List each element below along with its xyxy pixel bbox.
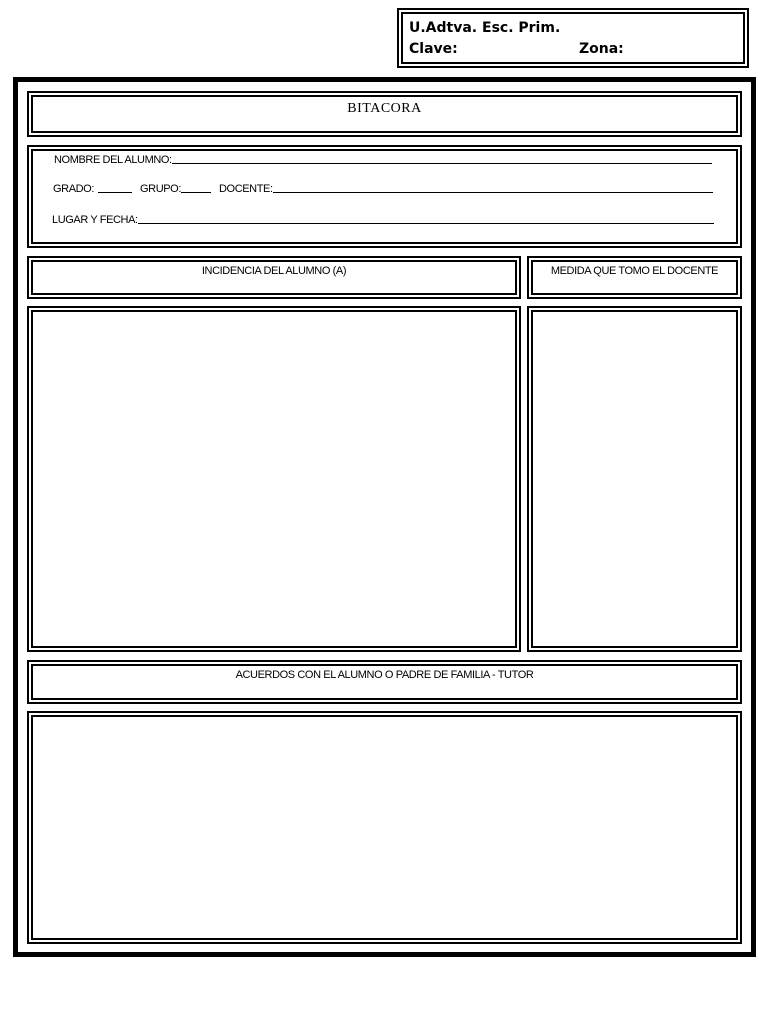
- lugar-fecha-field[interactable]: [52, 213, 714, 226]
- form-title: BITACORA: [347, 101, 422, 116]
- incidencia-header: INCIDENCIA DEL ALUMNO (A): [201, 265, 347, 277]
- title-box: [27, 91, 742, 137]
- medida-header-box: [527, 256, 742, 299]
- incidencia-header-box: [27, 256, 521, 299]
- incidencia-body[interactable]: [27, 306, 521, 652]
- grado-label: GRADO:: [53, 183, 94, 195]
- school-unit-label: U.Adtva. Esc. Prim.: [409, 20, 561, 36]
- medida-header: MEDIDA QUE TOMO EL DOCENTE: [550, 265, 719, 277]
- grado-grupo-docente-row: [53, 182, 713, 195]
- medida-body[interactable]: [527, 306, 742, 652]
- docente-label: DOCENTE:: [219, 183, 273, 195]
- docente-blank[interactable]: [273, 182, 713, 193]
- acuerdos-header-box: [27, 660, 742, 704]
- grupo-blank[interactable]: [181, 182, 211, 193]
- zona-label: Zona:: [579, 41, 624, 57]
- student-info-box: [27, 145, 742, 248]
- lugar-fecha-blank[interactable]: [138, 213, 714, 224]
- acuerdos-body[interactable]: [27, 711, 742, 944]
- nombre-label: NOMBRE DEL ALUMNO:: [54, 154, 172, 166]
- lugar-fecha-label: LUGAR Y FECHA:: [52, 214, 138, 226]
- grupo-label: GRUPO:: [140, 183, 181, 195]
- acuerdos-header: ACUERDOS CON EL ALUMNO O PADRE DE FAMILIA - TUTOR: [235, 669, 534, 681]
- clave-label: Clave:: [409, 41, 458, 57]
- nombre-field[interactable]: [54, 153, 712, 166]
- school-info-box: [397, 8, 749, 68]
- grado-blank[interactable]: [98, 182, 132, 193]
- nombre-blank[interactable]: [172, 153, 712, 164]
